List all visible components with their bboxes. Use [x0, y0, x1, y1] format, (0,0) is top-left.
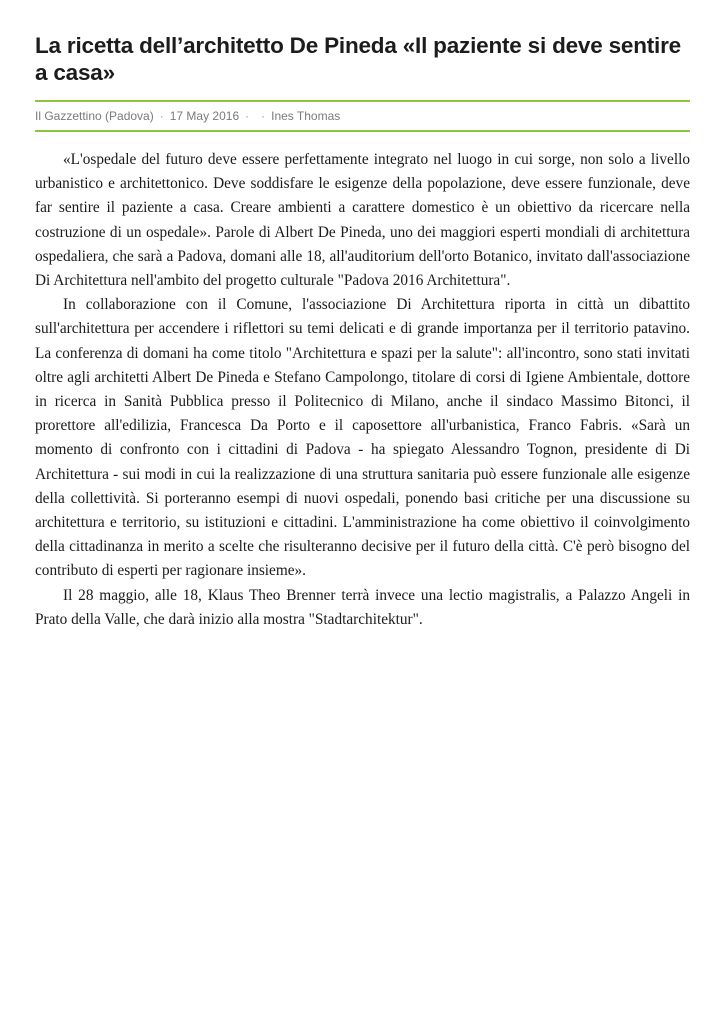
- article-body: [35, 148, 690, 632]
- article-headline: La ricetta dell’architetto De Pineda «Il paziente si deve sentire a casa»: [35, 33, 681, 85]
- article-paragraph: Il 28 maggio, alle 18, Klaus Theo Brenner terrà invece una lectio magistralis, a Palazzo Angeli in Prato della Valle, che darà inizio alla mostra "Stadtarchitektur".: [35, 586, 690, 628]
- meta-separator: ·: [261, 109, 266, 123]
- meta-separator: ·: [245, 109, 250, 123]
- article-paragraph: «L'ospedale del futuro deve essere perfettamente integrato nel luogo in cui sorge, non solo a livello urbanistico e architettonico. Deve soddisfare le esigenze della popolazione, deve essere funzionale, deve far sentire il paziente a casa. Creare ambienti a carattere domestico è un obiettivo da ricercare nella costruzione di un ospedale». Parole di Albert De Pineda, uno dei maggiori esperti mondiali di architettura ospedaliera, che sarà a Padova, domani alle 18, all'auditorium dell'orto Botanico, invitato dall'associazione Di Architettura nell'ambito del progetto culturale "Padova 2016 Architettura".: [35, 151, 690, 290]
- meta-bottom-divider: [35, 130, 690, 132]
- article-source: Il Gazzettino (Padova): [35, 109, 154, 123]
- article-meta: [35, 102, 690, 130]
- article-paragraph: In collaborazione con il Comune, l'associazione Di Architettura riporta in città un dibattito sull'architettura per accendere i riflettori su temi delicati e di grande importanza per il territorio patavino. La conferenza di domani ha come titolo "Architettura e spazi per la salute": all'incontro, sono stati invitati oltre agli architetti Albert De Pineda e Stefano Campolongo, titolare di corsi di Igiene Ambientale, dottore in ricerca in Sanità Pubblica presso il Politecnico di Milano, anche il sindaco Massimo Bitonci, il prorettore all'edilizia, Francesca Da Porto e il caposettore all'urbanistica, Franco Fabris. «Sarà un momento di confronto con i cittadini di Padova - ha spiegato Alessandro Tognon, presidente di Di Architettura - sui modi in cui la realizzazione di una struttura sanitaria può essere funzionale alle esigenze della collettività. Si porteranno esempi di nuovi ospedali, ponendo basi critiche per una discussione su architettura e territorio, su istituzioni e cittadini. L'amministrazione ha come obiettivo il coinvolgimento della cittadinanza in merito a scelte che risulteranno decisive per il futuro della città. C'è però bisogno del contributo di esperti per ragionare insieme».: [35, 296, 690, 580]
- article-author: Ines Thomas: [271, 109, 341, 123]
- article-page: [35, 32, 690, 632]
- article-date: 17 May 2016: [169, 109, 240, 123]
- meta-separator: ·: [159, 109, 164, 123]
